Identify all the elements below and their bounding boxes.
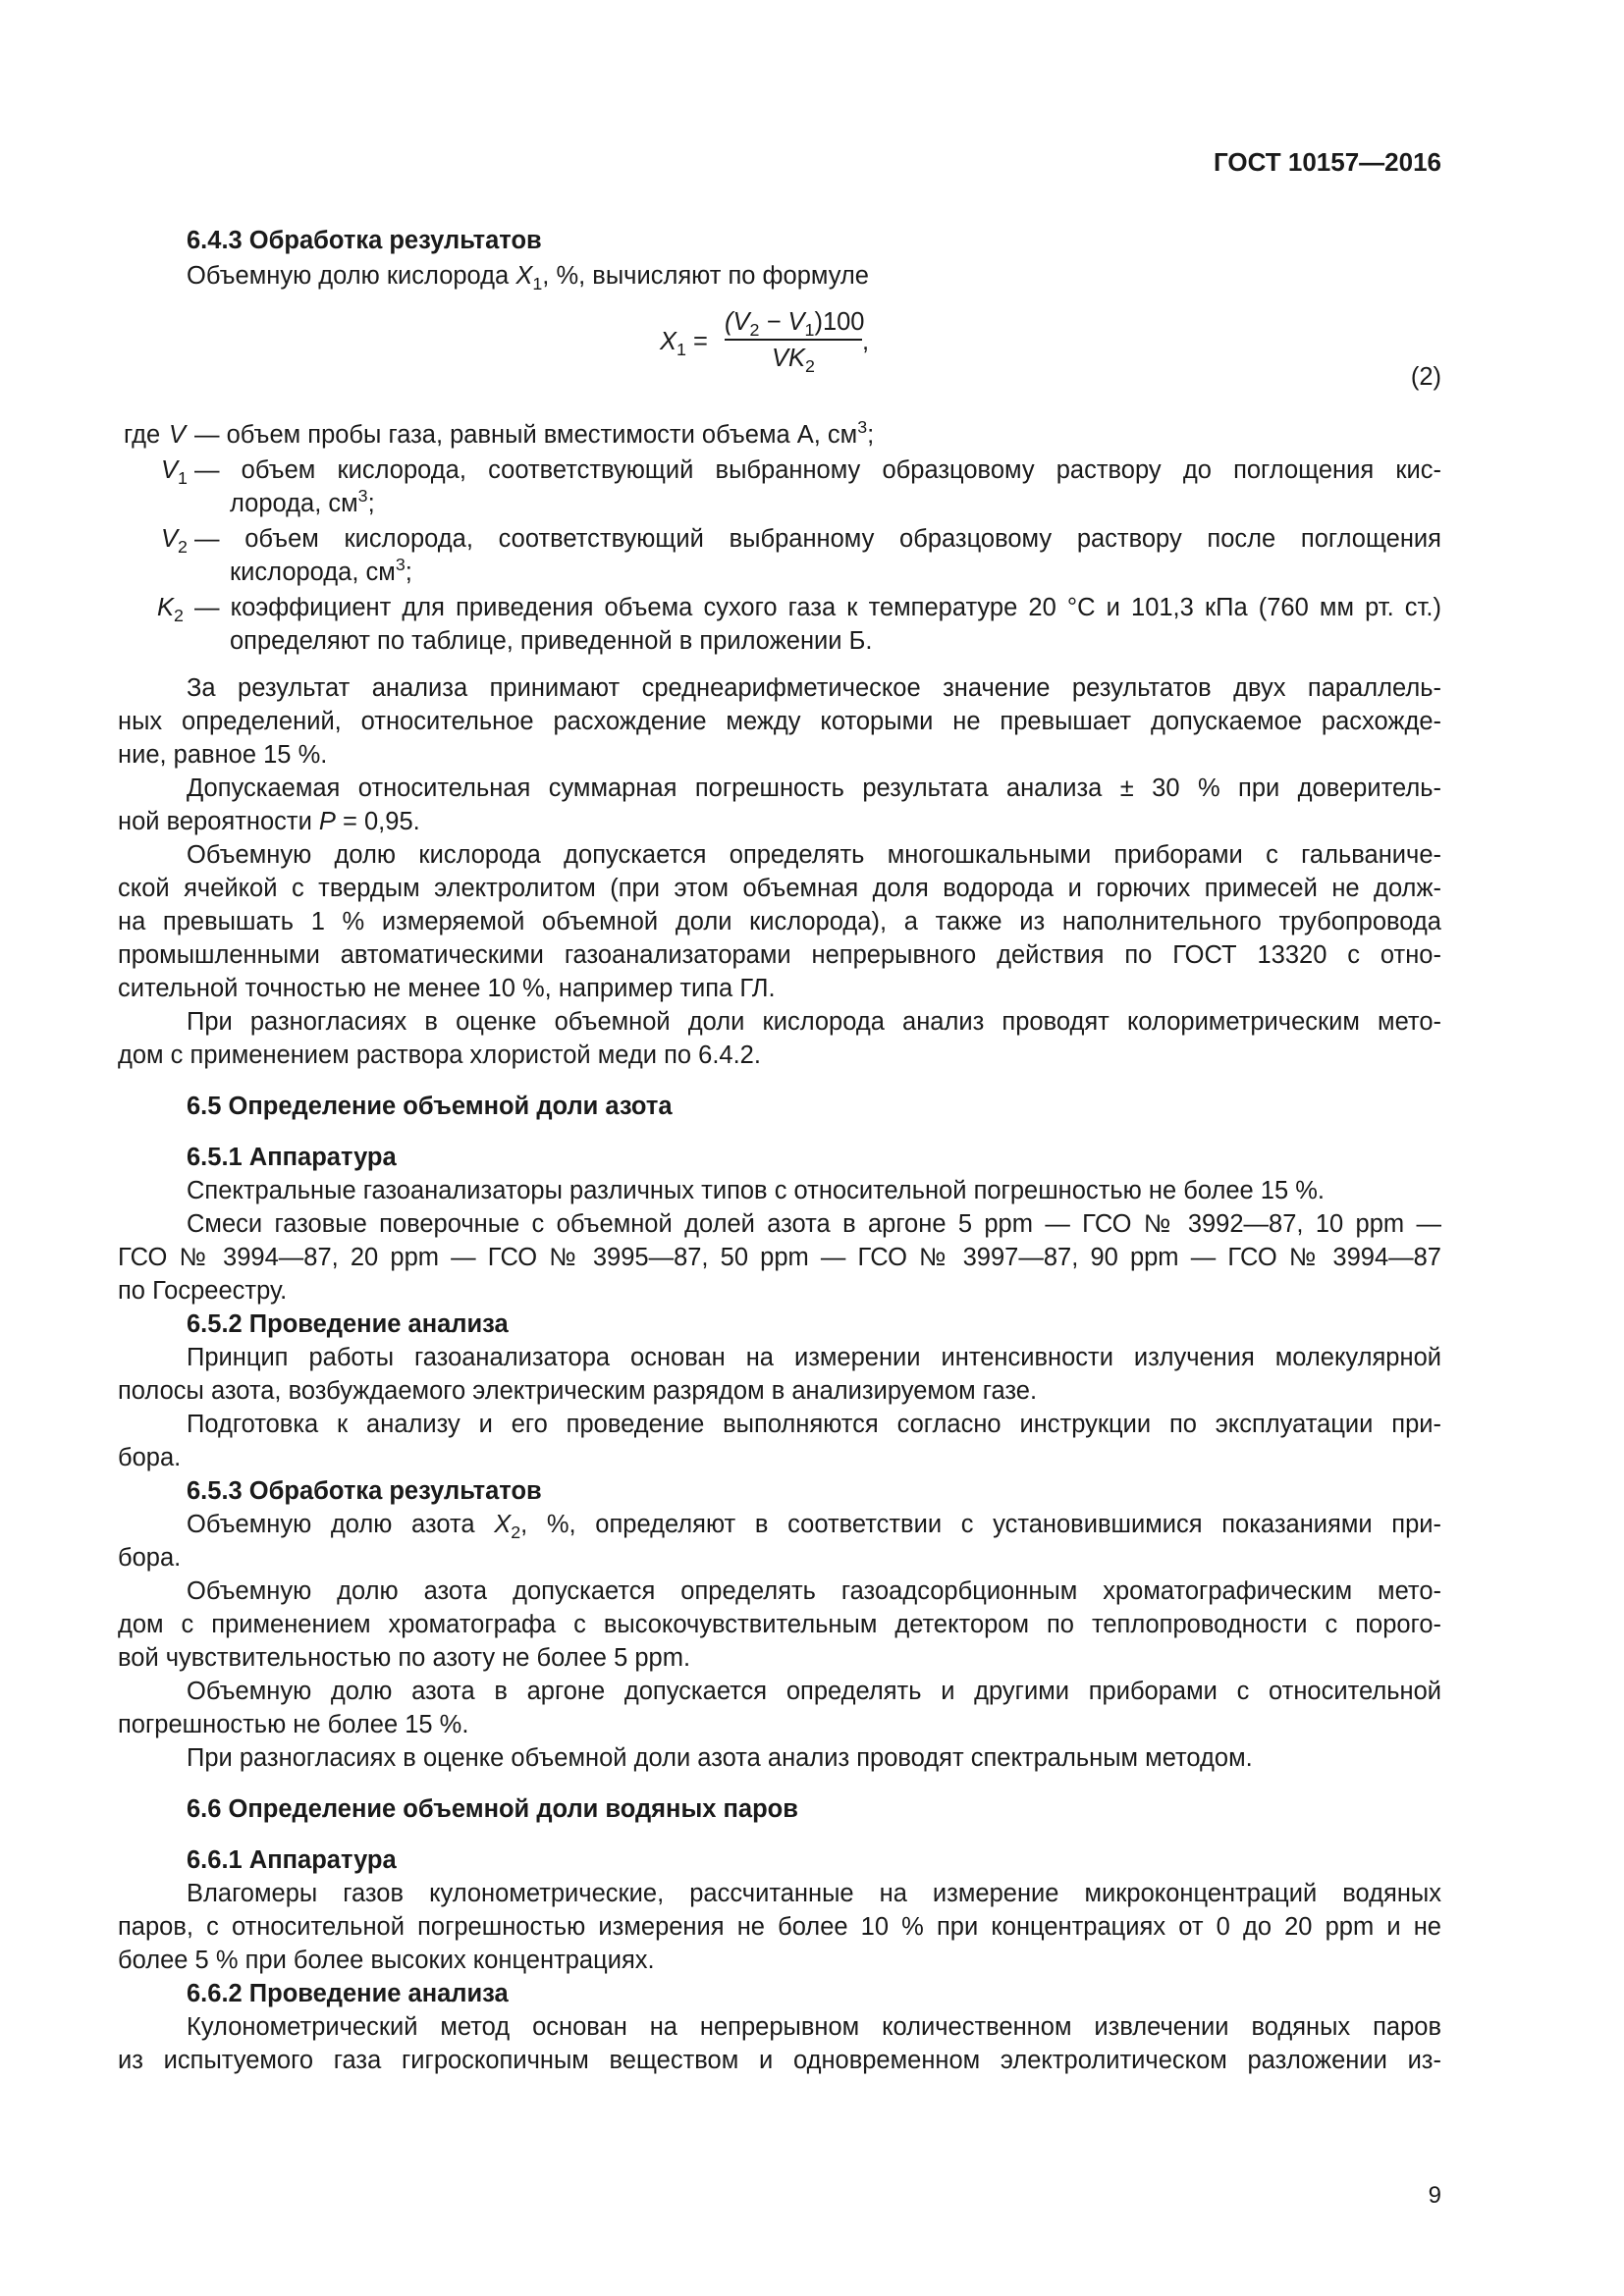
document-page: ГОСТ 10157—2016 6.4.3 Обработка результатов Объемную долю кислорода $X_1$, %, вычисляют по формуле $X_1$ = $\frac{(V_2 - V_1)100}{VK_2}$ , (2) где V — объем пробы газа, равный вместимости объема А, $см^3$; $V_1$ — объем кислорода, соответствующий выбранному образцовому раствору до поглощения кис- лорода, $см^3$; $V_2$ — объем кислорода, соответствующий выбранному образцовому раствору после поглощения кислорода, $см^3$; $K_2$ — коэффициент для приведения объема сухого газа к температуре 20 °С и 101,3 кПа (760 мм рт. ст.) определяют по таблице, приведенной в приложении Б. За результат анализа принимают среднеарифметическое значение результатов двух параллель- ных определений, относительное расхождение между которыми не превышает допускаемое расхожде- ние, равное 15 %. Допускаемая относительная суммарная погрешность результата анализа ± 30 % при доверитель- ной вероятности Р = 0,95. Объемную долю кислорода допускается определять многошкальными приборами с гальваниче- ской ячейкой с твердым электролитом (при этом объемная доля водорода и горючих примесей не долж- на превышать 1 % измеряемой объемной доли кислорода), а также из наполнительного трубопровода промышленными автоматическими газоанализаторами непрерывного действия по ГОСТ 13320 с отно- сительной точностью не менее 10 %, например типа ГЛ. При разногласиях в оценке объемной доли кислорода анализ проводят колориметрическим мето- дом с применением раствора хлористой меди по 6.4.2. 6.5 Определение объемной доли азота 6.5.1 Аппаратура Спектральные газоанализаторы различных типов с относительной погрешностью не более 15 %. Смеси газовые поверочные с объемной долей азота в аргоне 5 ppm — ГСО № 3992—87, 10 ppm — ГСО № 3994—87, 20 ppm — ГСО № 3995—87, 50 ppm — ГСО № 3997—87, 90 ppm — ГСО № 3994—87 по Госреестру. 6.5.2 Проведение анализа Принцип работы газоанализатора основан на измерении интенсивности излучения молекулярной полосы азота, возбуждаемого электрическим разрядом в анализируемом газе. Подготовка к анализу и его проведение выполняются согласно инструкции по эксплуатации при- бора. 6.5.3 Обработка результатов Объемную долю азота $X_2$, %, определяют в соответствии с установившимися показаниями при- бора. Объемную долю азота допускается определять газоадсорбционным хроматографическим мето- дом с применением хроматографа с высокочувствительным детектором по теплопроводности с порого- вой чувствительностью по азоту не более 5 ppm. Объемную долю азота в аргоне допускается определять и другими приборами с относительной погрешностью не более 15 %. При разногласиях в оценке объемной доли азота анализ проводят спектральным методом. 6.6 Определение объемной доли водяных паров 6.6.1 Аппаратура Влагомеры газов кулонометрические, рассчитанные на измерение микроконцентраций водяных паров, с относительной погрешностью измерения не более 10 % при концентрациях от 0 до 20 ppm и не более 5 % при более высоких концентрациях. 6.6.2 Проведение анализа Кулонометрический метод основан на непрерывном количественном извлечении водяных паров из испытуемого газа гигроскопичным веществом и одновременном электролитическом разложении из- 9 bbox=[118, 147, 1441, 2209]
section-heading-6-6: 6.6 Определение объемной доли водяных паров bbox=[187, 1795, 798, 1823]
paragraph-line: За результат анализа принимают среднеарифметическое значение результатов двух параллель- bbox=[187, 674, 1441, 702]
paragraph-line: Объемную долю азота в аргоне допускается определять и другими приборами с относительной bbox=[187, 1678, 1441, 1705]
equation-number: (2) bbox=[1410, 363, 1441, 391]
paragraph-line: При разногласиях в оценке объемной доли азота анализ проводят спектральным методом. bbox=[187, 1744, 1253, 1772]
section-heading-6-6-1: 6.6.1 Аппаратура bbox=[187, 1846, 397, 1874]
paragraph-line: Допускаемая относительная суммарная погрешность результата анализа ± 30 % при доверитель- bbox=[187, 774, 1441, 802]
section-heading-6-5: 6.5 Определение объемной доли азота bbox=[187, 1093, 673, 1120]
paragraph-line: сительной точностью не менее 10 %, например типа ГЛ. bbox=[118, 975, 776, 1002]
paragraph-line: вой чувствительностью по азоту не более 5 ppm. bbox=[118, 1644, 691, 1672]
paragraph-line: Смеси газовые поверочные с объемной долей азота в аргоне 5 ppm — ГСО № 3992—87, 10 ppm — bbox=[187, 1210, 1441, 1238]
paragraph-line: Объемную долю азота допускается определять газоадсорбционным хроматографическим мето- bbox=[187, 1577, 1441, 1605]
formula-fraction: $\frac{(V_2 - V_1)100}{VK_2}$ bbox=[725, 308, 865, 377]
paragraph-line: Подготовка к анализу и его проведение выполняются согласно инструкции по эксплуатации при- bbox=[187, 1411, 1441, 1438]
section-heading-6-6-2: 6.6.2 Проведение анализа bbox=[187, 1980, 509, 2007]
document-header: ГОСТ 10157—2016 bbox=[1214, 147, 1441, 177]
paragraph-line: ской ячейкой с твердым электролитом (при этом объемная доля водорода и горючих примесей не долж- bbox=[118, 875, 1441, 902]
paragraph-line: Объемную долю азота $X_2$, %, определяют в соответствии с установившимися показаниями при- bbox=[187, 1511, 1441, 1543]
paragraph-line: паров, с относительной погрешностью измерения не более 10 % при концентрациях от 0 до 20 ppm и не bbox=[118, 1913, 1441, 1941]
section-heading-6-5-2: 6.5.2 Проведение анализа bbox=[187, 1310, 509, 1338]
paragraph-line: на превышать 1 % измеряемой объемной доли кислорода), а также из наполнительного трубопровода bbox=[118, 908, 1441, 935]
paragraph-line: дом с применением хроматографа с высокочувствительным детектором по теплопроводности с порого- bbox=[118, 1611, 1441, 1638]
paragraph-line: бора. bbox=[118, 1444, 182, 1471]
paragraph-line: ние, равное 15 %. bbox=[118, 741, 328, 769]
paragraph-line: Влагомеры газов кулонометрические, рассчитанные на измерение микроконцентраций водяных bbox=[187, 1880, 1441, 1907]
paragraph-line: Объемную долю кислорода допускается определять многошкальными приборами с гальваниче- bbox=[187, 841, 1441, 869]
paragraph-line: полосы азота, возбуждаемого электрическим разрядом в анализируемом газе. bbox=[118, 1377, 1038, 1405]
paragraph-line: промышленными автоматическими газоанализаторами непрерывного действия по ГОСТ 13320 с отно- bbox=[118, 941, 1441, 969]
paragraph-line: погрешностью не более 15 %. bbox=[118, 1711, 469, 1738]
paragraph-line: дом с применением раствора хлористой меди по 6.4.2. bbox=[118, 1041, 761, 1069]
paragraph-line: по Госреестру. bbox=[118, 1277, 288, 1305]
paragraph-line: ной вероятности Р = 0,95. bbox=[118, 808, 420, 835]
paragraph-formula-intro: Объемную долю кислорода $X_1$, %, вычисляют по формуле bbox=[187, 262, 869, 294]
section-heading-6-5-3: 6.5.3 Обработка результатов bbox=[187, 1477, 542, 1505]
paragraph-line: Принцип работы газоанализатора основан на измерении интенсивности излучения молекулярной bbox=[187, 1344, 1441, 1371]
paragraph-line: более 5 % при более высоких концентрациях. bbox=[118, 1947, 655, 1974]
paragraph-line: Кулонометрический метод основан на непрерывном количественном извлечении водяных паров bbox=[187, 2013, 1441, 2041]
section-heading-6-4-3: 6.4.3 Обработка результатов bbox=[187, 227, 542, 254]
paragraph-line: ных определений, относительное расхождение между которыми не превышает допускаемое расхожде- bbox=[118, 708, 1441, 735]
paragraph-line: ГСО № 3994—87, 20 ppm — ГСО № 3995—87, 50 ppm — ГСО № 3997—87, 90 ppm — ГСО № 3994—87 bbox=[118, 1244, 1441, 1271]
paragraph-line: бора. bbox=[118, 1544, 182, 1572]
page-number: 9 bbox=[1428, 2182, 1441, 2209]
paragraph-line: из испытуемого газа гигроскопичным веществом и одновременном электролитическом разложении из- bbox=[118, 2047, 1441, 2074]
paragraph-line: При разногласиях в оценке объемной доли кислорода анализ проводят колориметрическим мето- bbox=[187, 1008, 1441, 1036]
paragraph-line: Спектральные газоанализаторы различных типов с относительной погрешностью не более 15 %. bbox=[187, 1177, 1325, 1204]
section-heading-6-5-1: 6.5.1 Аппаратура bbox=[187, 1144, 397, 1171]
